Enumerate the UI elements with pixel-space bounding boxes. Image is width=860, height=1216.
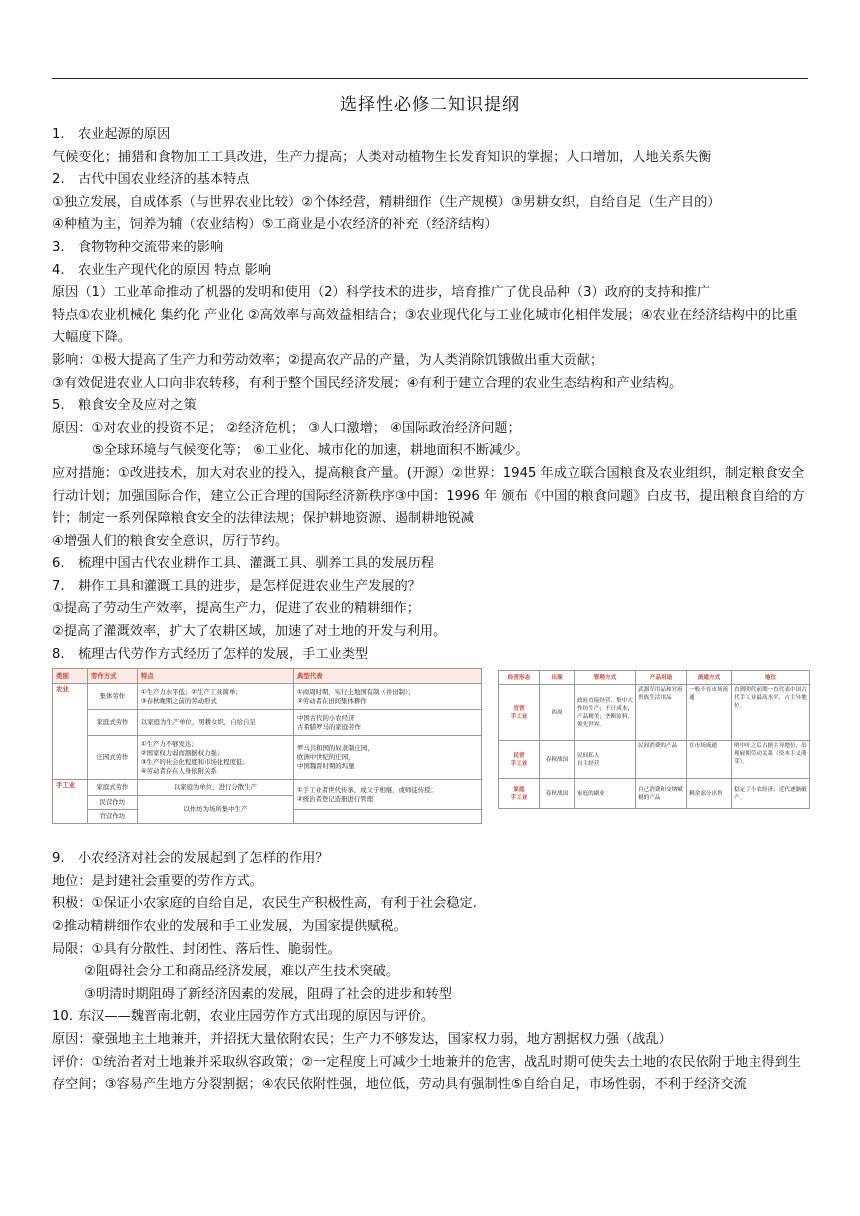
page-title: 选择性必修二知识提纲 (340, 95, 520, 115)
table-cell: 剩余部分出售 (687, 779, 732, 809)
table-header-cell: 特点 (137, 669, 293, 684)
top-rule (52, 78, 808, 79)
section-5-line-3: 应对措施：①改进技术，加大对农业的投入，提高粮食产量。(开源）②世界：1945 年成立联合国粮食及农业组织，制定粮食安全行动计划；加强国际合作，建立公正合理的国际经济新秩序③中国：1996 年 颁布《中国的粮食问题》白皮书，提出粮食自给的方针；制定一系列保障粮食安全的法律法规；保护耕地资源、遏制耕地锐减 (52, 465, 805, 527)
table-header-cell: 地位 (732, 671, 810, 685)
section-9-line-1: 地位：是封建社会重要的劳作方式。 (52, 873, 263, 889)
table-header-row (499, 671, 810, 685)
section-10-line-1: 原因：豪强地主土地兼并，并招抚大量依附农民；生产力不够发达，国家权力弱，地方割据权力强（战乱） (52, 1032, 672, 1047)
table-cell: 在市场流通 (687, 741, 732, 779)
table-cell: 民间消费的产品 (636, 741, 687, 779)
table-header-cell: 管理方式 (575, 671, 636, 685)
table-cell: 官营 手工业 (499, 685, 540, 741)
table-cell: 民营作坊 (88, 796, 138, 810)
table-cell: ①手工业者世代传承，或父子相继，或师徒传授； ②统治者登记造册进行管理 (293, 780, 481, 810)
labor-mode-table (52, 668, 482, 824)
table-cell (293, 810, 481, 824)
table-cell: 以作坊为场所集中生产 (137, 796, 293, 824)
table-row (53, 780, 482, 796)
section-9-line-2: 积极：①保证小农家庭的自给自足，农民生产积极性高，有利于社会稳定. (52, 896, 477, 912)
table-header-cell: 出现 (540, 671, 575, 685)
table-header-row (53, 669, 482, 684)
table-cell: 集体劳作 (88, 684, 138, 710)
table-row (499, 779, 810, 809)
table-cell: ①生产力水平低；②生产工具简单； ③春秋晚期之前的劳动形式 (137, 684, 293, 710)
section-6-heading: 6. 梳理中国古代农业耕作工具、灌溉工具、驯养工具的发展历程 (52, 556, 435, 572)
table-cell: ①商周时期，实行土地国有制（井田制）； ②劳动者在田间集体耕作 (293, 684, 481, 710)
table-row (499, 685, 810, 741)
section-7-heading: 7. 耕作工具和灌溉工具的进步，是怎样促进农业生产发展的？ (52, 578, 421, 594)
table-header-cell: 类别 (53, 669, 88, 684)
section-5-heading: 5. 粮食安全及应对之策 (52, 398, 197, 414)
table-header-cell: 流通方式 (687, 671, 732, 685)
section-9-line-5: ②阻碍社会分工和商品经济发展，难以产生技术突破。 (84, 964, 400, 980)
table-cell: 春秋战国 (540, 779, 575, 809)
section-4-line-3: 影响：①极大提高了生产力和劳动效率；②提高农产品的产量，为人类消除饥饿做出重大贡献； (52, 352, 604, 368)
section-8-heading: 8. 梳理古代劳作方式经历了怎样的发展，手工业类型 (52, 646, 369, 662)
table-cell: 家庭式劳作 (88, 780, 138, 796)
section-4-heading: 4. 农业生产现代化的原因 特点 影响 (52, 262, 272, 278)
section-4-line-4: ③有效促进农业人口向非农转移，有利于整个国民经济发展；④有利于建立合理的农业生态结构和产业结构。 (52, 375, 683, 391)
section-7-line-2: ②提高了灌溉效率，扩大了农耕区域，加速了对土地的开发与利用。 (52, 624, 447, 640)
table-row (53, 736, 482, 780)
table-cell: ①生产力不够发达； ②国家权力弱而割据权力强； ③生产的社会化程度和市场化程度低； ④劳动者存在人身依附关系 (137, 736, 293, 780)
section-5-line-2: ⑤全球环境与气候变化等； ⑥工业化、城市化的加速，耕地面积不断减少。 (92, 443, 529, 459)
section-1-body: 气候变化；捕猎和食物加工工具改进，生产力提高；人类对动植物生长发育知识的掌握；人口增加，人地关系失衡 (52, 149, 712, 165)
table-cell: 以家庭为单位，进行分散生产 (137, 780, 293, 796)
section-9-line-3: ②推动精耕细作农业的发展和手工业发展，为国家提供赋税。 (52, 919, 407, 935)
section-4-line-1: 原因（1）工业革命推动了机器的发明和使用（2）科学技术的进步，培育推广了优良品种（3）政府的支持和推广 (52, 285, 711, 301)
table-row (53, 710, 482, 736)
table-cell: 家庭式劳作 (88, 710, 138, 736)
table-cell: 中国古代的小农经济 古希腊罗马的家庭劳作 (293, 710, 481, 736)
table-cell: 直到明代前期一直代表中国古代手工业最高水平，占主导地位。 (732, 685, 810, 741)
table-cell: 武器军用品和官府贵族生活用品 (636, 685, 687, 741)
section-4-line-2: 特点①农业机械化 集约化 产业化 ②高效率与高效益相结合；③农业现代化与工业化城市化相伴发展；④农业在经济结构中的比重大幅度下降。 (52, 307, 798, 346)
table-cell: 家庭的副业 (575, 779, 636, 809)
table-cell: 官营作坊 (88, 810, 138, 824)
table-cell: 民营 手工业 (499, 741, 540, 779)
section-9-heading: 9. 小农经济对社会的发展起到了怎样的作用？ (52, 851, 329, 867)
table-cell: 西周 (540, 685, 575, 741)
category-handicraft: 手工业 (53, 780, 88, 824)
table-header-cell: 产品用途 (636, 671, 687, 685)
category-agriculture: 农业 (53, 684, 88, 780)
table-cell: 民间私人 自主经营 (575, 741, 636, 779)
section-9-line-6: ③明清时期阻碍了新经济因素的发展，阻碍了社会的进步和转型 (84, 986, 452, 1002)
table-row (53, 684, 482, 710)
section-9-line-4: 局限：①具有分散性、封闭性、落后性、脆弱性。 (52, 941, 341, 957)
table-cell: 明中叶之后占据主导地位，出现雇佣劳动关系（资本主义萌芽）。 (732, 741, 810, 779)
section-1-heading: 1. 农业起源的原因 (52, 127, 171, 142)
section-10-line-2: 评价：①统治者对土地兼并采取纵容政策；②一定程度上可减少土地兼并的危害，战乱时期可使失去土地的农民依附于地主得到生存空间；③容易产生地方分裂割据；④农民依附性强，地位低，劳动具有强制性⑤自给自足，市场性弱，不利于经济交流 (52, 1054, 801, 1093)
table-row (499, 741, 810, 779)
section-5-line-4: ④增强人们的粮食安全意识，厉行节约。 (52, 533, 289, 549)
table-cell: 稳定了小农经济；近代逐渐破产。 (732, 779, 810, 809)
table-header-cell: 经营形态 (499, 671, 540, 685)
table-header-cell: 劳作方式 (88, 669, 138, 684)
table-cell: 政府直接经营、集中大作坊生产；不计成本，产品精美；垄断原料，领先世界。 (575, 685, 636, 741)
tables-area (52, 668, 810, 848)
table-header-cell: 典型代表 (293, 669, 481, 684)
section-7-line-1: ①提高了劳动生产效率，提高生产力，促进了农业的精耕细作； (52, 601, 420, 617)
section-5-line-1: 原因：①对农业的投资不足； ②经济危机； ③人口激增； ④国际政治经济问题； (52, 420, 521, 436)
table-cell: 罗马共和国的奴隶制庄园， 欧洲中世纪的庄园， 中国魏晋时期的坞堡 (293, 736, 481, 780)
handicraft-type-table (498, 670, 810, 809)
section-3-heading: 3. 食物物种交流带来的影响 (52, 239, 224, 255)
table-cell: 自己消费和交纳赋税的产品 (636, 779, 687, 809)
table-cell: 庄园式劳作 (88, 736, 138, 780)
table-cell: 一般不在市场流通 (687, 685, 732, 741)
table-cell: 以家庭为生产单位，男耕女织，自给自足 (137, 710, 293, 736)
table-cell: 家庭 手工业 (499, 779, 540, 809)
document-body (52, 124, 810, 1097)
section-2-heading: 2. 古代中国农业经济的基本特点 (52, 172, 250, 188)
table-cell: 春秋战国 (540, 741, 575, 779)
section-2-line-1: ①独立发展，自成体系（与世界农业比较）②个体经营，精耕细作（生产规模）③男耕女织，自给自足（生产目的） (52, 194, 721, 210)
section-10-heading: 10. 东汉——魏晋南北朝，农业庄园劳作方式出现的原因与评价。 (52, 1009, 435, 1025)
section-2-line-2: ④种植为主，饲养为辅（农业结构）⑤工商业是小农经济的补充（经济结构） (52, 217, 498, 233)
